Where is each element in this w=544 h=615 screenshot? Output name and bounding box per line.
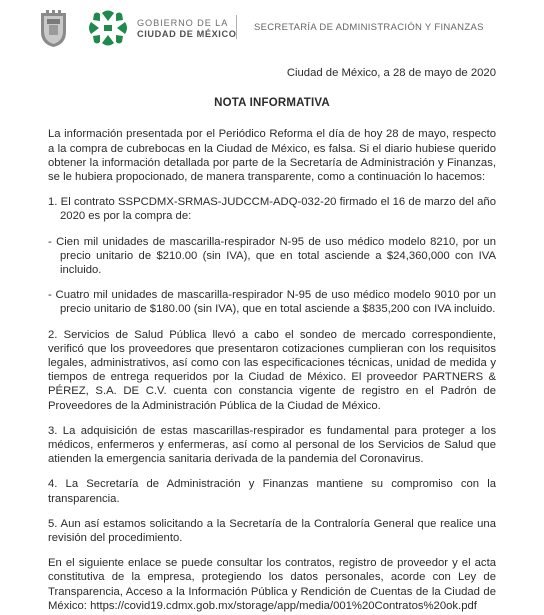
bullet-1: - Cien mil unidades de mascarilla-respirador N-95 de uso médico modelo 8210, por un precio unitario de $210.00 (sin IVA), que en total asciende a $24,360,000 con IVA incluido.: [48, 235, 496, 277]
government-name: [137, 18, 236, 40]
document-body: [48, 62, 496, 613]
gov-line-2: CIUDAD DE MÉXICO: [137, 29, 237, 39]
letterhead: [0, 0, 544, 56]
item-3: 3. La adquisición de estas mascarillas-respirador es fundamental para proteger a los médicos, enfermeros y enfermeras, así como al personal de los Servicios de Salud que atienden la emergencia sanitaria derivada de la pandemia del Coronavirus.: [48, 424, 496, 466]
item-1: 1. El contrato SSPCDMX-SRMAS-JUDCCM-ADQ-032-20 firmado el 16 de marzo del año 2020 es por la compra de:: [48, 196, 496, 223]
closing-text: En el siguiente enlace se puede consultar los contratos, registro de proveedor y el acta constitutiva de la empresa, protegiendo los datos personales, acorde con Ley de Transparencia, Acceso a la Información Pública y Rendición de Cuentas de la Ciudad de México:: [48, 557, 496, 612]
cdmx-logo-icon: [88, 9, 128, 47]
document-title: NOTA INFORMATIVA: [214, 97, 330, 110]
item-4: 4. La Secretaría de Administración y Finanzas mantiene su compromiso con la transparencia.: [48, 478, 496, 505]
closing-paragraph: [48, 556, 496, 613]
contracts-link[interactable]: https://covid19.cdmx.gob.mx/storage/app/media/001%20Contratos%20ok.pdf: [90, 599, 477, 612]
item-2: 2. Servicios de Salud Pública llevó a cabo el sondeo de mercado correspondiente, verificó que los proveedores que presentaron cotizaciones cumplieran con los requisitos legales, administrativos, así como con las especificaciones técnicas, unidad de medida y tiempos de entrega requeridos por la Ciudad de México. El proveedor PARTNERS & PÉREZ, S.A. DE C.V. cuenta con constancia vigente de registro en el Padrón de Proveedores de la Administración Pública de la Ciudad de México.: [48, 328, 496, 412]
gov-line-1: GOBIERNO DE LA: [137, 18, 229, 28]
header-divider: [236, 15, 237, 39]
coat-of-arms-icon: [40, 10, 67, 48]
document-date: Ciudad de México, a 28 de mayo de 2020: [286, 67, 496, 79]
item-5: 5. Aun así estamos solicitando a la Secretaría de la Contraloría General que realice una revisión del procedimiento.: [48, 517, 496, 545]
intro-paragraph: La información presentada por el Periódico Reforma el día de hoy 28 de mayo, respecto a la compra de cubrebocas en la Ciudad de México, es falsa. Si el diario hubiese querido obtener la información detallada por parte de la Secretaría de Administración y Finanzas, se le hubiera propocionado, de manera transparente, como a continuación lo hacemos:: [48, 128, 496, 184]
bullet-2: - Cuatro mil unidades de mascarilla-respirador N-95 de uso médico modelo 9010 por un precio unitario de $180.00 (sin IVA), que en total asciende a $835,200 con IVA incluido.: [48, 289, 496, 316]
secretaria-name: SECRETARÍA DE ADMINISTRACIÓN Y FINANZAS: [254, 22, 484, 33]
